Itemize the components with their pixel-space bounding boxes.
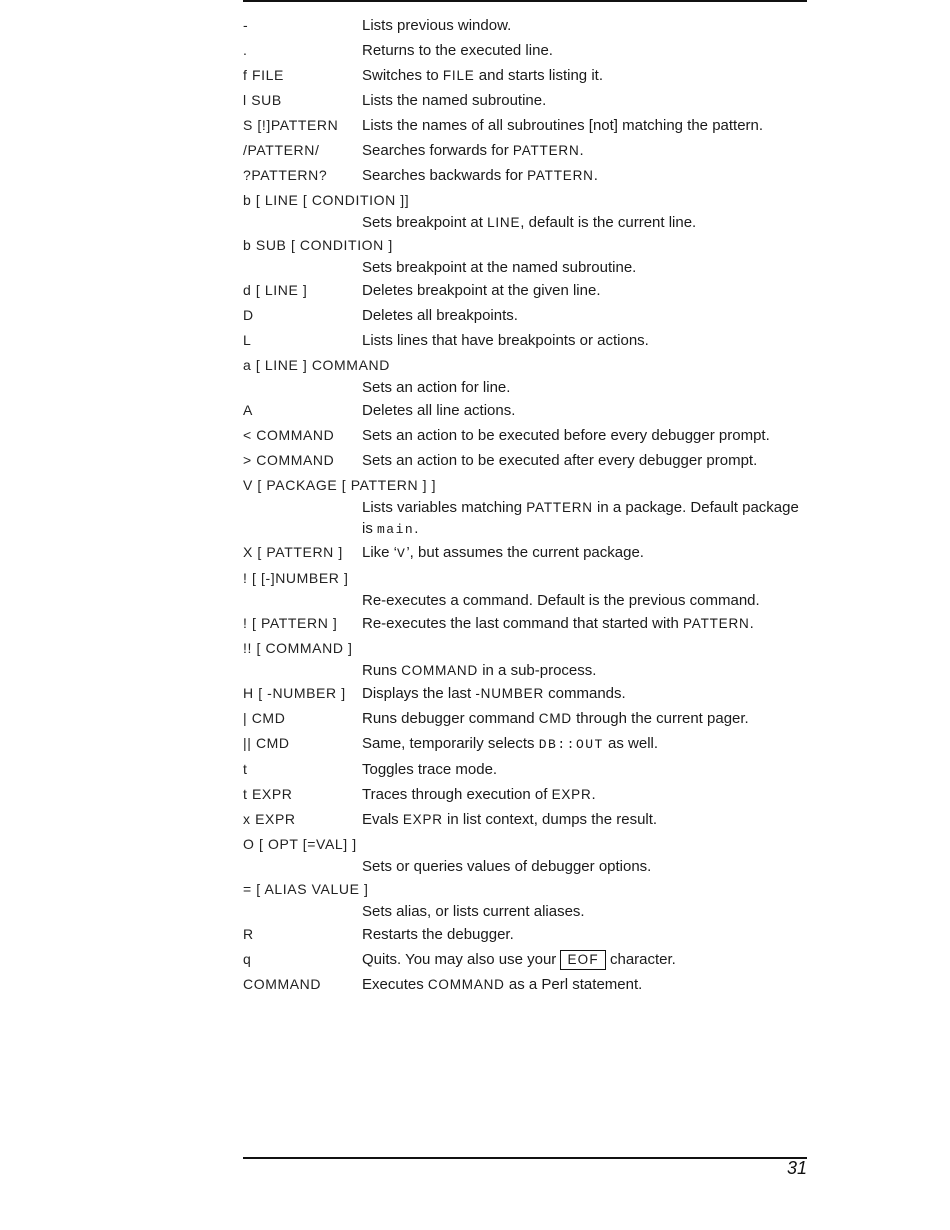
entry-execute-command (243, 972, 807, 997)
description: Evals EXPR in list context, dumps the result. (362, 811, 658, 828)
description: Deletes all line actions. (362, 402, 516, 419)
description: Sets an action to be executed before every debugger prompt. (362, 427, 770, 444)
entry-alias (243, 877, 807, 922)
description: Runs debugger command CMD through the current pager. (362, 710, 749, 727)
description: Deletes all breakpoints. (362, 307, 518, 324)
description: Traces through execution of EXPR. (362, 786, 596, 803)
entry-list-variables-current (243, 540, 807, 566)
command: ?PATTERN? (243, 167, 328, 183)
entry-set-action (243, 353, 807, 398)
entry-list-breakpoint-lines (243, 328, 807, 353)
entry-pager (243, 706, 807, 731)
command: ! [ [-]NUMBER ] (243, 570, 349, 586)
footer-rule (243, 1157, 807, 1159)
command: x EXPR (243, 811, 296, 827)
description: Restarts the debugger. (362, 926, 514, 943)
command: q (243, 951, 252, 967)
description: Re-executes a command. Default is the previous command. (362, 592, 760, 609)
command: d [ LINE ] (243, 282, 308, 298)
description: Like ‘V’, but assumes the current package. (362, 544, 644, 561)
command: V [ PACKAGE [ PATTERN ] ] (243, 477, 437, 493)
command: l SUB (243, 92, 282, 108)
description: Toggles trace mode. (362, 761, 498, 778)
command: a [ LINE ] COMMAND (243, 357, 390, 373)
entry-pager-out (243, 731, 807, 757)
description: Executes COMMAND as a Perl statement. (362, 976, 643, 993)
description: Sets or queries values of debugger options. (362, 858, 652, 875)
description: Searches forwards for PATTERN. (362, 142, 584, 159)
command: ! [ PATTERN ] (243, 615, 338, 631)
entry-delete-actions (243, 398, 807, 423)
description: Sets breakpoint at LINE, default is the current line. (362, 214, 697, 231)
description: Quits. You may also use your EOF character. (362, 951, 676, 968)
description: Lists previous window. (362, 17, 512, 34)
entry-options (243, 832, 807, 877)
entry-switch-file (243, 63, 807, 88)
command: H [ -NUMBER ] (243, 685, 346, 701)
entry-list-subroutine-names (243, 113, 807, 138)
command: = [ ALIAS VALUE ] (243, 881, 369, 897)
top-rule (243, 0, 807, 2)
entry-previous-window (243, 13, 807, 38)
command: A (243, 402, 253, 418)
page-number: 31 (786, 1158, 807, 1178)
description: Same, temporarily selects DB::OUT as well. (362, 735, 659, 752)
entry-post-prompt-action (243, 448, 807, 473)
command-reference-table (243, 13, 807, 997)
entry-subprocess (243, 636, 807, 681)
description: Sets alias, or lists current aliases. (362, 903, 585, 920)
command: /PATTERN/ (243, 142, 320, 158)
entry-restart (243, 922, 807, 947)
entry-reexecute-pattern (243, 611, 807, 636)
command: COMMAND (243, 976, 322, 992)
description: Deletes breakpoint at the given line. (362, 282, 601, 299)
command: D (243, 307, 254, 323)
description: Lists the named subroutine. (362, 92, 547, 109)
command: > COMMAND (243, 452, 335, 468)
entry-trace-expr (243, 782, 807, 807)
entry-reexecute-number (243, 566, 807, 611)
description: Lists variables matching PATTERN in a package. Default package is main. (362, 499, 799, 537)
entry-eval-expr (243, 807, 807, 832)
entry-delete-breakpoint (243, 278, 807, 303)
description: Sets breakpoint at the named subroutine. (362, 259, 637, 276)
command: - (243, 17, 249, 33)
description: Searches backwards for PATTERN. (362, 167, 598, 184)
command: || CMD (243, 735, 290, 751)
command: S [!]PATTERN (243, 117, 339, 133)
entry-breakpoint-subroutine (243, 233, 807, 278)
description: Returns to the executed line. (362, 42, 553, 59)
entry-trace-toggle (243, 757, 807, 782)
command: | CMD (243, 710, 286, 726)
description: Switches to FILE and starts listing it. (362, 67, 603, 84)
command: < COMMAND (243, 427, 335, 443)
description: Runs COMMAND in a sub-process. (362, 662, 597, 679)
command: b SUB [ CONDITION ] (243, 237, 393, 253)
command: t (243, 761, 248, 777)
command: t EXPR (243, 786, 293, 802)
description: Displays the last -NUMBER commands. (362, 685, 626, 702)
description: Lists lines that have breakpoints or actions. (362, 332, 649, 349)
command: L (243, 332, 252, 348)
entry-list-variables (243, 473, 807, 540)
command: . (243, 42, 248, 58)
entry-pre-prompt-action (243, 423, 807, 448)
command: X [ PATTERN ] (243, 544, 343, 560)
description: Re-executes the last command that started with PATTERN. (362, 615, 754, 632)
description: Sets an action for line. (362, 379, 511, 396)
command: b [ LINE [ CONDITION ]] (243, 192, 410, 208)
entry-delete-all-breakpoints (243, 303, 807, 328)
entry-quit (243, 947, 807, 972)
eof-key: EOF (560, 950, 605, 970)
entry-search-backwards (243, 163, 807, 188)
command: O [ OPT [=VAL] ] (243, 836, 357, 852)
entry-breakpoint-line (243, 188, 807, 233)
entry-search-forwards (243, 138, 807, 163)
description: Sets an action to be executed after every debugger prompt. (362, 452, 758, 469)
entry-history (243, 681, 807, 706)
entry-list-subroutine (243, 88, 807, 113)
description: Lists the names of all subroutines [not] matching the pattern. (362, 117, 764, 134)
command: f FILE (243, 67, 284, 83)
command: R (243, 926, 254, 942)
command: !! [ COMMAND ] (243, 640, 353, 656)
entry-return-executed-line (243, 38, 807, 63)
